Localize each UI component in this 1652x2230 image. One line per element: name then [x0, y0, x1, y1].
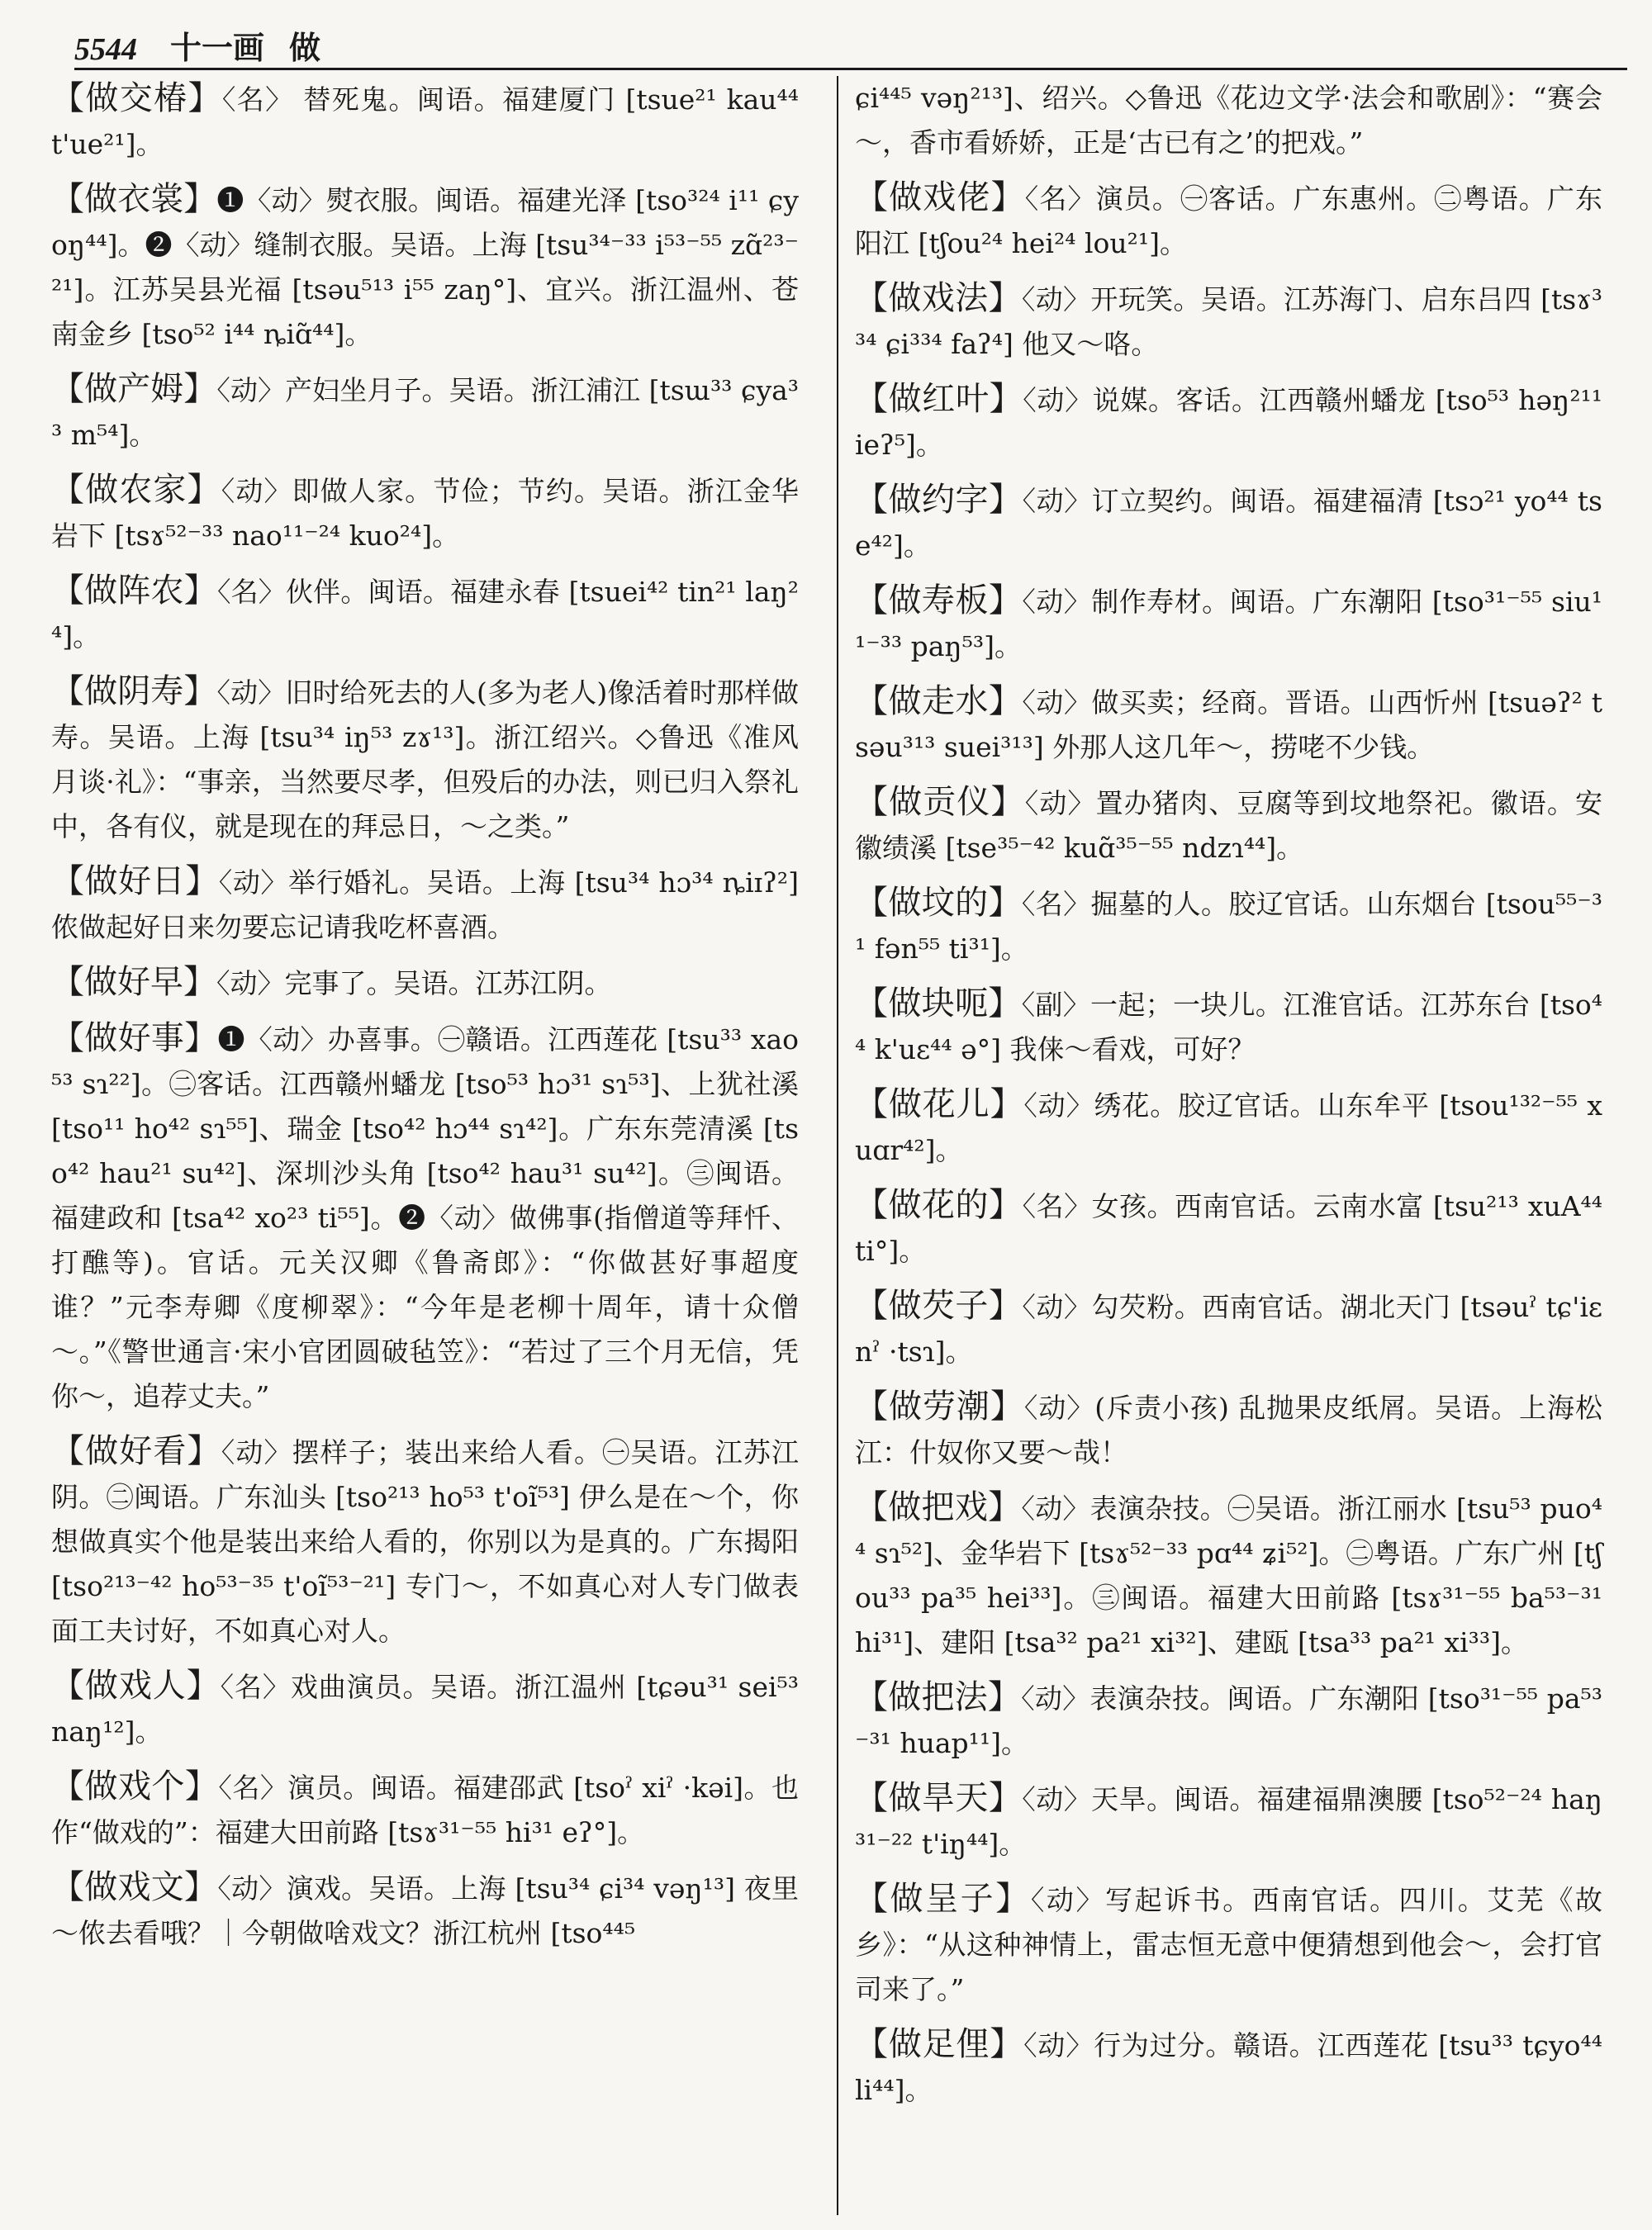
dictionary-entry — [51, 1429, 799, 1654]
dictionary-entry — [51, 1764, 799, 1855]
entry-definition: 〈名〉伙伴。闽语。福建永春 [tsuei⁴² tin²¹ laŋ²⁴]。 — [51, 576, 799, 652]
entry-definition: 〈动〉绣花。胶辽官话。山东牟平 [tsou¹³²⁻⁵⁵ xuɑr⁴²]。 — [855, 1089, 1602, 1166]
entry-definition: 〈动〉表演杂技。㊀吴语。浙江丽水 [tsu⁵³ puo⁴⁴ sɿ⁵²]、金华岩下 [tsɤ⁵²⁻³³ pɑ⁴⁴ ʑi⁵²]。㊁粤语。广东广州 [tʃou³³ pa³⁵ hei³³]。㊂闽语。福建大田前路 [tsɤ³¹⁻⁵⁵ ba⁵³⁻³¹ hi³¹]、建阳 [tsa³² pa²¹ xi³²]、建瓯 [tsa³³ pa²¹ xi³³]。 — [855, 1492, 1602, 1658]
dictionary-entry — [855, 276, 1602, 367]
dictionary-entry — [51, 367, 799, 458]
right-column — [855, 76, 1602, 2123]
entry-headword: 【做农家】 — [51, 471, 221, 509]
dictionary-entry — [855, 1283, 1602, 1374]
entry-headword: 【做走水】 — [855, 682, 1023, 720]
entry-definition: 〈名〉 替死鬼。闽语。福建厦门 [tsue²¹ kau⁴⁴ t'ue²¹]。 — [51, 83, 800, 160]
entry-headword: 【做花的】 — [855, 1186, 1023, 1224]
entry-headword: 【做戏佬】 — [855, 178, 1025, 216]
dictionary-entry — [855, 377, 1602, 467]
entry-definition: 〈名〉掘墓的人。胶辽官话。山东烟台 [tsou⁵⁵⁻³¹ fən⁵⁵ ti³¹]。 — [855, 888, 1603, 965]
entry-headword: 【做衣裳】 — [51, 180, 217, 218]
entry-definition: ❶〈动〉办喜事。㊀赣语。江西莲花 [tsu³³ xao⁵³ sɿ²²]。㊁客话。江西赣州蟠龙 [tso⁵³ hɔ³¹ sɿ⁵³]、上犹社溪 [tso¹¹ ho⁴² sɿ⁵⁵]、瑞金 [tso⁴² hɔ⁴⁴ sɿ⁴²]。广东东莞清溪 [tso⁴² hau²¹ su⁴²]、深圳沙头角 [tso⁴² hau³¹ su⁴²]。㊂闽语。福建政和 [tsa⁴² xo²³ ti⁵⁵]。❷〈动〉做佛事(指僧道等拜忏、打醮等)。官话。元关汉卿《鲁斋郎》：“你做甚好事超度谁？”元李寿卿《度柳翠》：“今年是老柳十周年，请十众僧～。”《警世通言·宋小官团圆破毡笠》：“若过了三个月无信，凭你～，追荐丈夫。” — [51, 1023, 800, 1412]
dictionary-entry — [855, 1384, 1602, 1475]
entry-headword: 【做好事】 — [51, 1019, 218, 1057]
dictionary-entry — [855, 880, 1602, 971]
entry-headword: 【做红叶】 — [855, 380, 1023, 418]
entry-definition: 〈动〉制作寿材。闽语。广东潮阳 [tso³¹⁻⁵⁵ siu¹¹⁻³³ paŋ⁵³]。 — [855, 586, 1603, 662]
column-divider — [837, 76, 838, 2215]
entry-definition: 〈动〉订立契约。闽语。福建福清 [tsɔ²¹ yo⁴⁴ tse⁴²]。 — [855, 485, 1602, 562]
entry-definition: 〈动〉完事了。吴语。江苏江阴。 — [216, 967, 612, 999]
entry-definition: ɕi⁴⁴⁵ vəŋ²¹³]、绍兴。◇鲁迅《花边文学·法会和歌剧》：“赛会～，香市看娇娇，正是‘古已有之’的把戏。” — [855, 82, 1602, 159]
entry-definition: 〈动〉勾芡粉。西南官话。湖北天门 [tsəuˀ tɕ'iɛnˀ ·tsɿ]。 — [855, 1291, 1602, 1368]
dictionary-entry — [855, 780, 1602, 871]
entry-definition: 〈动〉说媒。客话。江西赣州蟠龙 [tso⁵³ həŋ²¹¹ ieʔ⁵]。 — [855, 384, 1603, 461]
dictionary-entry — [855, 175, 1602, 266]
page-header — [74, 17, 1619, 68]
entry-definition: 〈动〉(斥责小孩) 乱抛果皮纸屑。吴语。上海松江：什奴你又要～哉！ — [855, 1392, 1602, 1468]
dictionary-entry — [855, 1183, 1602, 1274]
dictionary-entry — [855, 2022, 1602, 2113]
left-column — [51, 76, 799, 1966]
stroke-count-label: 十一画 — [170, 29, 265, 66]
entry-headword: 【做戏人】 — [51, 1667, 221, 1705]
entry-definition: 〈名〉演员。㊀客话。广东惠州。㊁粤语。广东阳江 [tʃou²⁴ hei²⁴ lou²¹]。 — [855, 183, 1603, 259]
entry-headword: 【做产姆】 — [51, 370, 217, 408]
entry-headword: 【做戏法】 — [855, 279, 1022, 317]
dictionary-entry — [855, 1877, 1602, 2012]
entry-definition: 〈动〉写起诉书。西南官话。四川。艾芜《故乡》：“从这种神情上，雷志恒无意中便猜想到他会～，会打官司来了。” — [855, 1884, 1602, 2005]
dictionary-entry — [855, 981, 1602, 1072]
entry-headword: 【做约字】 — [855, 481, 1023, 519]
dictionary-entry — [51, 859, 799, 950]
dictionary-entry — [51, 467, 799, 558]
entry-definition: 〈动〉摆样子；装出来给人看。㊀吴语。江苏江阴。㊁闽语。广东汕头 [tso²¹³ ho⁵³ t'oĩ⁵³] 伊么是在～个，你想做真实个他是装出来给人看的，你别以为是真的。广东揭阳 [tso²¹³⁻⁴² ho⁵³⁻³⁵ t'oĩ⁵³⁻²¹] 专门～，不如真心对人专门做表面工夫讨好，不如真心对人。 — [51, 1436, 800, 1647]
entry-headword: 【做阵农】 — [51, 572, 217, 610]
dictionary-entry — [51, 1663, 799, 1754]
entry-definition: 〈动〉演戏。吴语。上海 [tsu³⁴ ɕi³⁴ vəŋ¹³] 夜里～侬去看哦？｜今朝做啥戏文？浙江杭州 [tso⁴⁴⁵ — [51, 1872, 799, 1949]
entry-headword: 【做足俚】 — [855, 2025, 1024, 2063]
entry-definition: 〈动〉即做人家。节俭；节约。吴语。浙江金华岩下 [tsɤ⁵²⁻³³ nao¹¹⁻²⁴ kuo²⁴]。 — [51, 475, 800, 552]
dictionary-entry — [51, 1016, 799, 1419]
dictionary-entry — [51, 568, 799, 659]
entry-definition: 〈动〉置办猪肉、豆腐等到坟地祭祀。徽语。安徽绩溪 [tse³⁵⁻⁴² kuɑ̃³⁵⁻⁵⁵ ndzɿ⁴⁴]。 — [855, 787, 1603, 864]
dictionary-entry — [855, 1082, 1602, 1173]
entry-definition: 〈动〉做买卖；经商。晋语。山西忻州 [tsuəʔ² tsəu³¹³ suei³¹³] 外那人这几年～，捞咾不少钱。 — [855, 686, 1603, 763]
dictionary-entry — [51, 177, 799, 357]
header-rule — [74, 68, 1627, 70]
entry-headword: 【做贡仪】 — [855, 783, 1025, 821]
entry-definition: 〈名〉戏曲演员。吴语。浙江温州 [tɕəu³¹ sei⁵³ naŋ¹²]。 — [51, 1671, 799, 1748]
dictionary-entry — [51, 1865, 799, 1956]
entry-headword: 【做把法】 — [855, 1678, 1022, 1716]
entry-headword: 【做芡子】 — [855, 1287, 1023, 1325]
entry-definition: 〈动〉天旱。闽语。福建福鼎澳腰 [tso⁵²⁻²⁴ haŋ³¹⁻²² t'iŋ⁴⁴]。 — [855, 1783, 1603, 1860]
head-character: 做 — [289, 29, 321, 66]
entry-headword: 【做把戏】 — [855, 1488, 1022, 1526]
entry-headword: 【做旱天】 — [855, 1779, 1023, 1817]
entry-headword: 【做阴寿】 — [51, 672, 217, 710]
dictionary-entry — [855, 76, 1602, 165]
entry-definition: 〈副〉一起；一块儿。江淮官话。江苏东台 [tso⁴⁴ k'uɛ⁴⁴ ə°] 我俫～看戏，可好？ — [855, 989, 1602, 1065]
entry-definition: 〈名〉女孩。西南官话。云南水富 [tsu²¹³ xuA⁴⁴ ti°]。 — [855, 1190, 1602, 1267]
entry-headword: 【做交椿】 — [51, 79, 222, 117]
dictionary-entry — [51, 669, 799, 849]
entry-definition: 〈动〉行为过分。赣语。江西莲花 [tsu³³ tɕyo⁴⁴ li⁴⁴]。 — [855, 2029, 1603, 2106]
dictionary-entry — [51, 960, 799, 1006]
entry-definition: 〈动〉旧时给死去的人(多为老人)像活着时那样做寿。吴语。上海 [tsu³⁴ iŋ⁵³ zɤ¹³]。浙江绍兴。◇鲁迅《准风月谈·礼》：“事亲，当然要尽孝，但殁后的办法，则已归入祭礼中，各有仪，就是现在的拜忌日，～之类。” — [51, 676, 800, 842]
entry-headword: 【做劳潮】 — [855, 1388, 1024, 1426]
entry-definition: 〈动〉举行婚礼。吴语。上海 [tsu³⁴ hɔ³⁴ ȵiɪʔ²] 侬做起好日来勿要忘记请我吃杯喜酒。 — [51, 866, 800, 943]
dictionary-entry — [855, 578, 1602, 669]
entry-headword: 【做呈子】 — [855, 1880, 1031, 1918]
dictionary-entry — [855, 1485, 1602, 1665]
dictionary-entry — [855, 1776, 1602, 1867]
entry-headword: 【做寿板】 — [855, 581, 1023, 619]
dictionary-entry — [855, 1675, 1602, 1766]
entry-headword: 【做花儿】 — [855, 1085, 1024, 1123]
entry-headword: 【做坟的】 — [855, 884, 1022, 922]
dictionary-entry — [51, 76, 799, 167]
entry-definition: ❶〈动〉熨衣服。闽语。福建光泽 [tso³²⁴ i¹¹ ɕyoŋ⁴⁴]。❷〈动〉缝制衣服。吴语。上海 [tsu³⁴⁻³³ i⁵³⁻⁵⁵ zɑ̃²³⁻²¹]。江苏吴县光福 [tsəu⁵¹³ i⁵⁵ zaŋ°]、宜兴。浙江温州、苍南金乡 [tso⁵² i⁴⁴ ȵiɑ̃⁴⁴]。 — [51, 184, 800, 350]
entry-headword: 【做戏文】 — [51, 1868, 218, 1906]
dictionary-entry — [855, 679, 1602, 770]
page-number: 5544 — [74, 32, 137, 67]
entry-headword: 【做好日】 — [51, 862, 219, 900]
entry-headword: 【做好看】 — [51, 1432, 221, 1470]
entry-definition: 〈名〉演员。闽语。福建邵武 [tsoˀ xiˀ ·kəi]。也作“做戏的”：福建大田前路 [tsɤ³¹⁻⁵⁵ hi³¹ eʔ°]。 — [51, 1772, 800, 1848]
entry-definition: 〈动〉产妇坐月子。吴语。浙江浦江 [tsɯ³³ ɕya³³ m⁵⁴]。 — [51, 374, 799, 451]
dictionary-entry — [855, 477, 1602, 568]
entry-headword: 【做好早】 — [51, 963, 216, 1001]
entry-definition: 〈动〉表演杂技。闽语。广东潮阳 [tso³¹⁻⁵⁵ pa⁵³⁻³¹ huap¹¹]。 — [855, 1682, 1603, 1759]
entry-headword: 【做块呃】 — [855, 985, 1022, 1022]
entry-definition: 〈动〉开玩笑。吴语。江苏海门、启东吕四 [tsɤ³³⁴ ɕi³³⁴ faʔ⁴] 他又～咯。 — [855, 283, 1603, 360]
entry-headword: 【做戏个】 — [51, 1767, 219, 1805]
